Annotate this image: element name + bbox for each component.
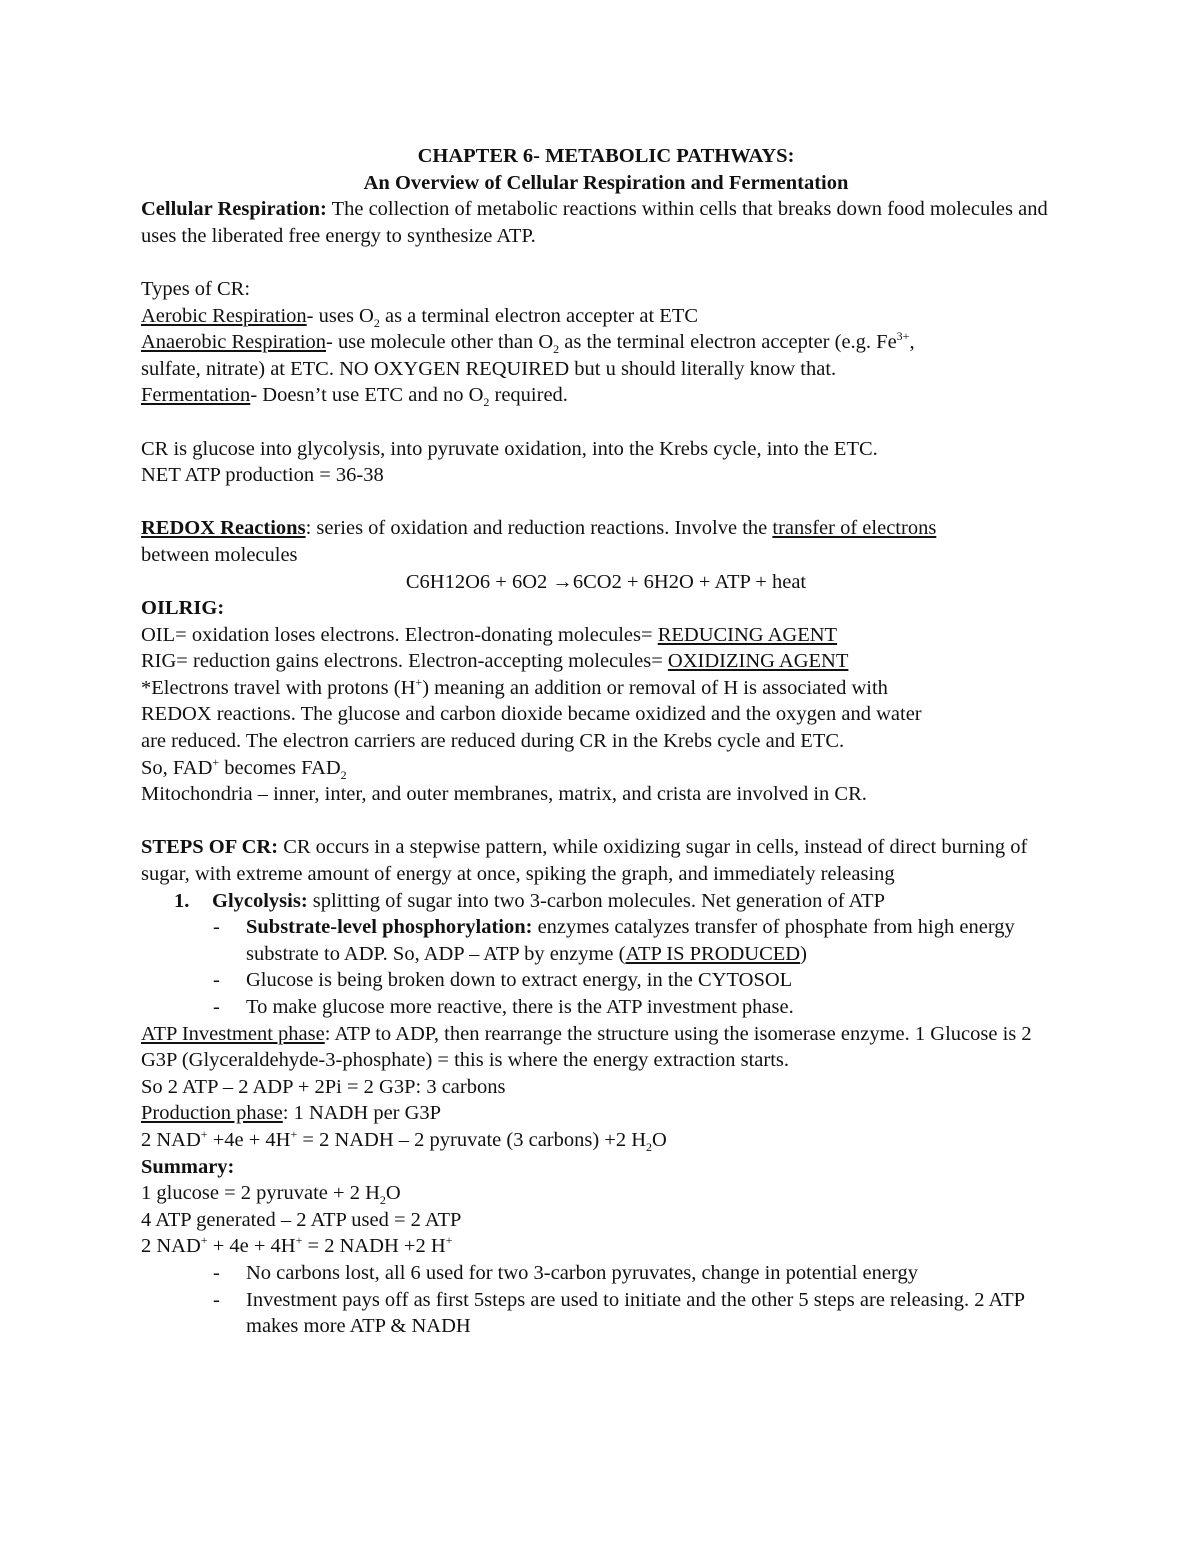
- text-run: + 4e + 4H: [207, 1235, 296, 1258]
- subscript: 2: [373, 315, 380, 330]
- text-run: Investment pays off as first 5steps are used to initiate and the other 5 steps are releasing. 2 ATP makes more ATP & NADH: [246, 1288, 1025, 1338]
- oilrig-heading: OILRIG:: [141, 597, 225, 620]
- bullet-investment: [141, 994, 1071, 1021]
- investment-equation: So 2 ATP – 2 ADP + 2Pi = 2 G3P: 3 carbons: [141, 1075, 506, 1098]
- term-label: ATP Investment phase: [141, 1022, 325, 1045]
- term-label: Production phase: [141, 1102, 283, 1125]
- blank-line: [141, 409, 1071, 436]
- chapter-title: CHAPTER 6- METABOLIC PATHWAYS:: [417, 145, 795, 167]
- redox-definition-2: between molecules: [141, 543, 298, 566]
- summary-line-1: [141, 1180, 1071, 1207]
- term-label: REDOX Reactions: [141, 517, 306, 540]
- text-run: ,: [909, 331, 915, 354]
- text-run: enzymes catalyzes transfer of phosphate from high energy substrate to ADP. So, ADP – ATP by enzyme (: [246, 916, 1015, 965]
- redox-definition: [141, 515, 1071, 542]
- text-run: So, FAD: [141, 756, 213, 779]
- text-run: becomes FAD: [219, 756, 341, 779]
- text-run: as a terminal electron accepter at ETC: [379, 304, 699, 327]
- text-run: *Electrons travel with protons (H: [141, 676, 416, 699]
- oil-line: [141, 622, 1071, 649]
- subscript: 2: [379, 1193, 386, 1208]
- term-label: Glycolysis:: [212, 889, 308, 912]
- anaerobic-line: [141, 329, 1071, 356]
- term-label: Fermentation: [141, 384, 251, 407]
- text-run: - use molecule other than O: [326, 331, 554, 354]
- text-run: - uses O: [306, 304, 374, 327]
- dash-bullet: -: [213, 1261, 220, 1284]
- document-body: [141, 143, 1071, 1340]
- protons-note-2: REDOX reactions. The glucose and carbon dioxide became oxidized and the oxygen and water: [141, 703, 922, 726]
- text-run: CR occurs in a stepwise pattern, while oxidizing sugar in cells, instead of direct burning of sugar, with extreme amount of energy at once, spiking the graph, and immediately releasing: [141, 836, 1028, 886]
- text-run: required.: [489, 384, 568, 407]
- superscript: +: [415, 675, 423, 690]
- superscript: +: [445, 1233, 453, 1248]
- text-run: ATP IS PRODUCED: [625, 942, 801, 965]
- aerobic-line: [141, 303, 1071, 330]
- text-run: 2 NAD: [141, 1128, 201, 1151]
- text-run: Glucose is being broken down to extract energy, in the CYTOSOL: [246, 969, 793, 992]
- bullet-substrate-level: [141, 914, 1071, 967]
- protons-note-3: are reduced. The electron carriers are reduced during CR in the Krebs cycle and ETC.: [141, 730, 845, 753]
- investment-phase: [141, 1021, 1071, 1074]
- subscript: 2: [553, 342, 560, 357]
- text-run: No carbons lost, all 6 used for two 3-carbon pyruvates, change in potential energy: [246, 1261, 918, 1284]
- text-run: - Doesn’t use ETC and no O: [250, 384, 484, 407]
- summary-line-2: 4 ATP generated – 2 ATP used = 2 ATP: [141, 1208, 462, 1231]
- superscript: +: [200, 1127, 208, 1142]
- list-number: 1.: [174, 889, 190, 912]
- text-run: O: [385, 1182, 401, 1205]
- text-run: O: [652, 1128, 667, 1151]
- dash-bullet: -: [213, 969, 220, 992]
- subscript: 2: [483, 395, 490, 410]
- bullet-cytosol: [141, 967, 1071, 994]
- chapter-subtitle: An Overview of Cellular Respiration and Fermentation: [363, 171, 849, 194]
- list-item-glycolysis: [141, 888, 1071, 915]
- blank-line: [141, 489, 1071, 516]
- term-label: Substrate-level phosphorylation:: [246, 916, 533, 939]
- types-heading: Types of CR:: [141, 277, 251, 300]
- steps-definition: [141, 834, 1071, 887]
- term-label: Cellular Respiration:: [141, 198, 327, 221]
- summary-bullet-2: [141, 1287, 1071, 1340]
- text-run: ) meaning an addition or removal of H is associated with: [422, 676, 888, 699]
- cellular-respiration-definition: [141, 196, 1071, 249]
- text-run: : ATP to ADP, then rearrange the structure using the isomerase enzyme. 1 Glucose is 2 G3P (Glyceraldehyde-3-phosphate) = this is where the energy extraction starts.: [141, 1022, 1032, 1072]
- superscript: +: [290, 1127, 298, 1142]
- production-equation: [141, 1127, 1071, 1154]
- anaerobic-line-2: sulfate, nitrate) at ETC. NO OXYGEN REQUIRED but u should literally know that.: [141, 357, 837, 380]
- rig-line: [141, 648, 1071, 675]
- superscript: +: [212, 754, 220, 769]
- text-run: OXIDIZING AGENT: [667, 650, 849, 673]
- cr-pathway-line: CR is glucose into glycolysis, into pyruvate oxidation, into the Krebs cycle, into the ETC.: [141, 437, 878, 460]
- dash-bullet: -: [213, 1288, 220, 1311]
- fermentation-line: [141, 382, 1071, 409]
- protons-note: [141, 675, 1071, 702]
- definition-text: The collection of metabolic reactions within cells that breaks down food molecules and uses the liberated free energy to synthesize ATP.: [141, 198, 1048, 247]
- text-run: +4e + 4H: [207, 1128, 291, 1151]
- text-run: : series of oxidation and reduction reactions. Involve the: [305, 517, 773, 540]
- mitochondria-line: Mitochondria – inner, inter, and outer membranes, matrix, and crista are involved in CR.: [141, 783, 867, 806]
- dash-bullet: -: [213, 996, 220, 1018]
- net-atp-line: NET ATP production = 36-38: [141, 464, 384, 487]
- dash-bullet: -: [213, 916, 220, 939]
- term-label: Anaerobic Respiration: [141, 331, 327, 354]
- respiration-equation: C6H12O6 + 6O2 →6CO2 + 6H2O + ATP + heat: [405, 570, 807, 593]
- term-label: Aerobic Respiration: [141, 304, 307, 327]
- term-label: STEPS OF CR:: [141, 836, 279, 859]
- text-run: transfer of electrons: [772, 517, 937, 540]
- superscript: +: [200, 1233, 208, 1248]
- fad-line: [141, 755, 1071, 782]
- subscript: 2: [340, 767, 347, 782]
- subscript: 2: [646, 1140, 653, 1155]
- text-run: To make glucose more reactive, there is the ATP investment phase.: [246, 996, 794, 1018]
- production-phase: [141, 1100, 1071, 1127]
- summary-line-3: [141, 1233, 1071, 1260]
- text-run: as the terminal electron accepter (e.g. Fe: [559, 331, 897, 354]
- blank-line: [141, 249, 1071, 276]
- text-run: splitting of sugar into two 3-carbon molecules. Net generation of ATP: [307, 889, 885, 912]
- superscript: +: [295, 1233, 303, 1248]
- summary-bullet-1: [141, 1260, 1071, 1287]
- text-run: 1 glucose = 2 pyruvate + 2 H: [141, 1182, 380, 1205]
- superscript: 3+: [896, 329, 910, 344]
- text-run: RIG= reduction gains electrons. Electron-accepting molecules=: [141, 650, 668, 673]
- text-run: REDUCING AGENT: [657, 623, 838, 646]
- text-run: ): [800, 942, 807, 965]
- summary-heading: Summary:: [141, 1155, 235, 1178]
- text-run: 2 NAD: [141, 1235, 201, 1258]
- text-run: = 2 NADH – 2 pyruvate (3 carbons) +2 H: [297, 1128, 647, 1151]
- blank-line: [141, 808, 1071, 835]
- text-run: OIL= oxidation loses electrons. Electron-donating molecules=: [141, 623, 658, 646]
- text-run: = 2 NADH +2 H: [302, 1235, 446, 1258]
- text-run: : 1 NADH per G3P: [282, 1102, 442, 1125]
